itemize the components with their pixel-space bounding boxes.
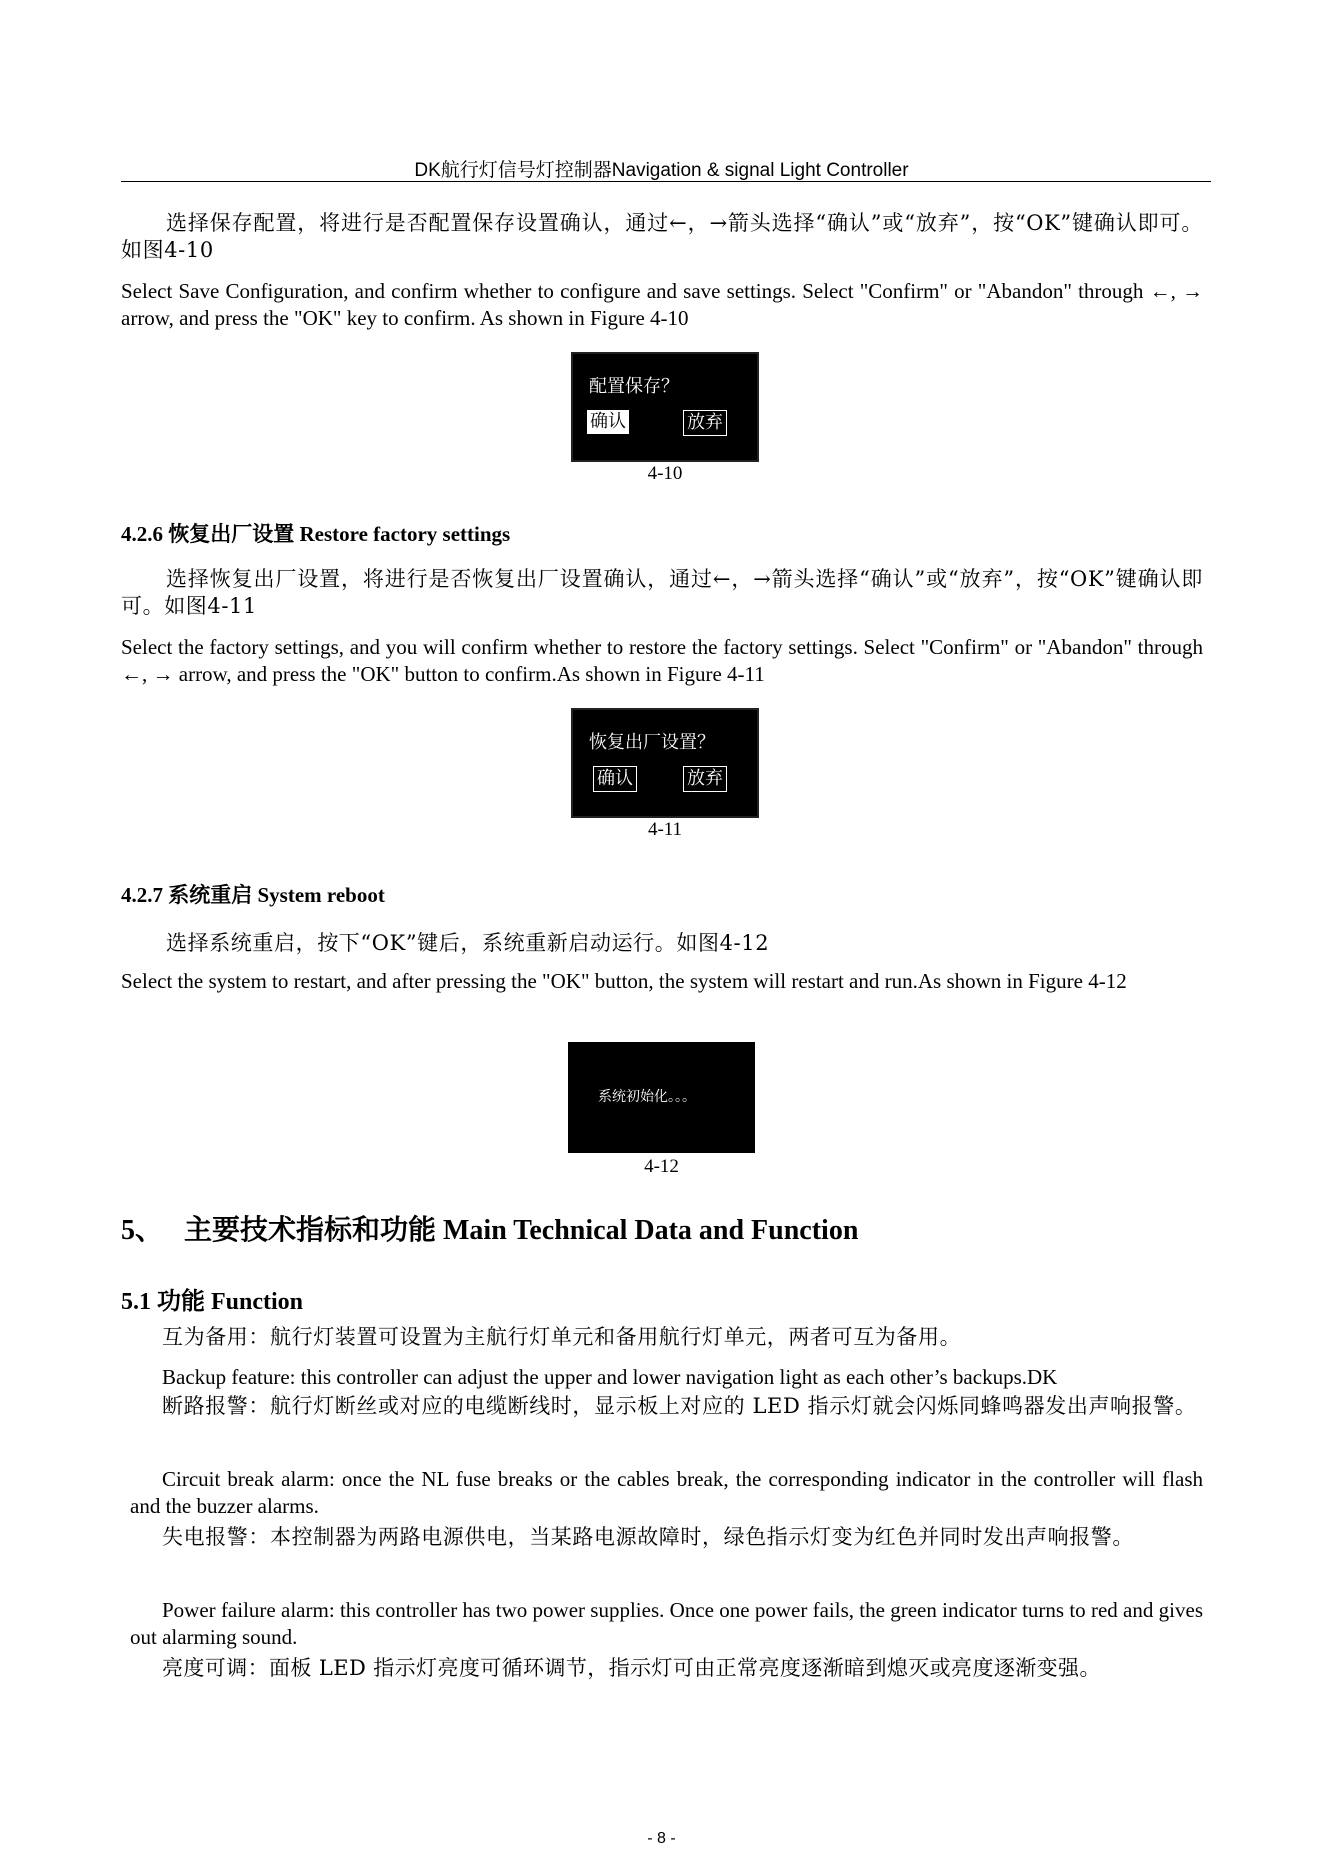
figure-4-10-screen [571,352,759,462]
heading-4-2-7: 4.2.7 系统重启 System reboot [121,883,385,907]
save-config-cn: 选择保存配置，将进行是否配置保存设置确认，通过←，→箭头选择“确认”或“放弃”，按“OK”键确认即可。如图4-10 [121,211,1203,262]
reboot-cn: 选择系统重启，按下“OK”键后，系统重新启动运行。如图4-12 [166,931,770,955]
heading-5-1: 5.1 功能 Function [121,1289,304,1315]
restore-en: Select the factory settings, and you will confirm whether to restore the factory settings. Select "Confirm" or "Abandon" through ←, → arrow, and press the "OK" button to confirm.As shown in Figure 4-11 [121,635,1203,686]
figure-4-12-screen [568,1042,755,1153]
header-rule [121,181,1211,182]
restore-cn: 选择恢复出厂设置，将进行是否恢复出厂设置确认，通过←，→箭头选择“确认”或“放弃”，按“OK”键确认即可。如图4-11 [121,567,1203,618]
power-cn: 失电报警：本控制器为两路电源供电，当某路电源故障时，绿色指示灯变为红色并同时发出声响报警。 [162,1525,1134,1549]
figure-4-10-caption: 4-10 [647,463,683,484]
figure-4-11-confirm: 确认 [593,766,637,792]
backup-en: Backup feature: this controller can adjust the upper and lower navigation light as each other’s backups.DK [162,1365,1058,1389]
reboot-en: Select the system to restart, and after pressing the "OK" button, the system will restart and run.As shown in Figure 4-12 [121,969,1127,993]
figure-4-12-text: 系统初始化。。。 [598,1089,696,1105]
page-header: DK航行灯信号灯控制器Navigation & signal Light Controller [414,160,909,181]
break-cn: 断路报警：航行灯断丝或对应的电缆断线时，显示板上对应的 LED 指示灯就会闪烁同蜂鸣器发出声响报警。 [162,1394,1197,1418]
save-config-en: Select Save Configuration, and confirm whether to configure and save settings. Select "Confirm" or "Abandon" through ←, → arrow, and press the "OK" key to confirm. As shown in Figure 4-10 [121,279,1203,330]
figure-4-12-caption: 4-12 [644,1156,679,1177]
figure-4-11-caption: 4-11 [647,819,683,840]
backup-cn: 互为备用：航行灯装置可设置为主航行灯单元和备用航行灯单元，两者可互为备用。 [162,1325,962,1349]
figure-4-10-abandon: 放弃 [683,410,727,436]
heading-4-2-6: 4.2.6 恢复出厂设置 Restore factory settings [121,522,511,546]
page-number: - 8 - [647,1830,676,1847]
heading-section-5: 5、 主要技术指标和功能 Main Technical Data and Function [121,1215,859,1246]
figure-4-11-abandon: 放弃 [683,766,727,792]
power-en: Power failure alarm: this controller has two power supplies. Once one power fails, the green indicator turns to red and gives out alarming sound. [130,1598,1203,1649]
figure-4-11-title: 恢复出厂设置？ [589,732,715,753]
figure-4-11-screen [571,708,759,818]
break-en: Circuit break alarm: once the NL fuse breaks or the cables break, the corresponding indicator in the controller will flash and the buzzer alarms. [130,1467,1203,1518]
figure-4-10-confirm: 确认 [587,410,629,434]
brightness-cn: 亮度可调：面板 LED 指示灯亮度可循环调节，指示灯可由正常亮度逐渐暗到熄灭或亮度逐渐变强。 [162,1656,1101,1680]
figure-4-10-title: 配置保存？ [589,376,679,397]
